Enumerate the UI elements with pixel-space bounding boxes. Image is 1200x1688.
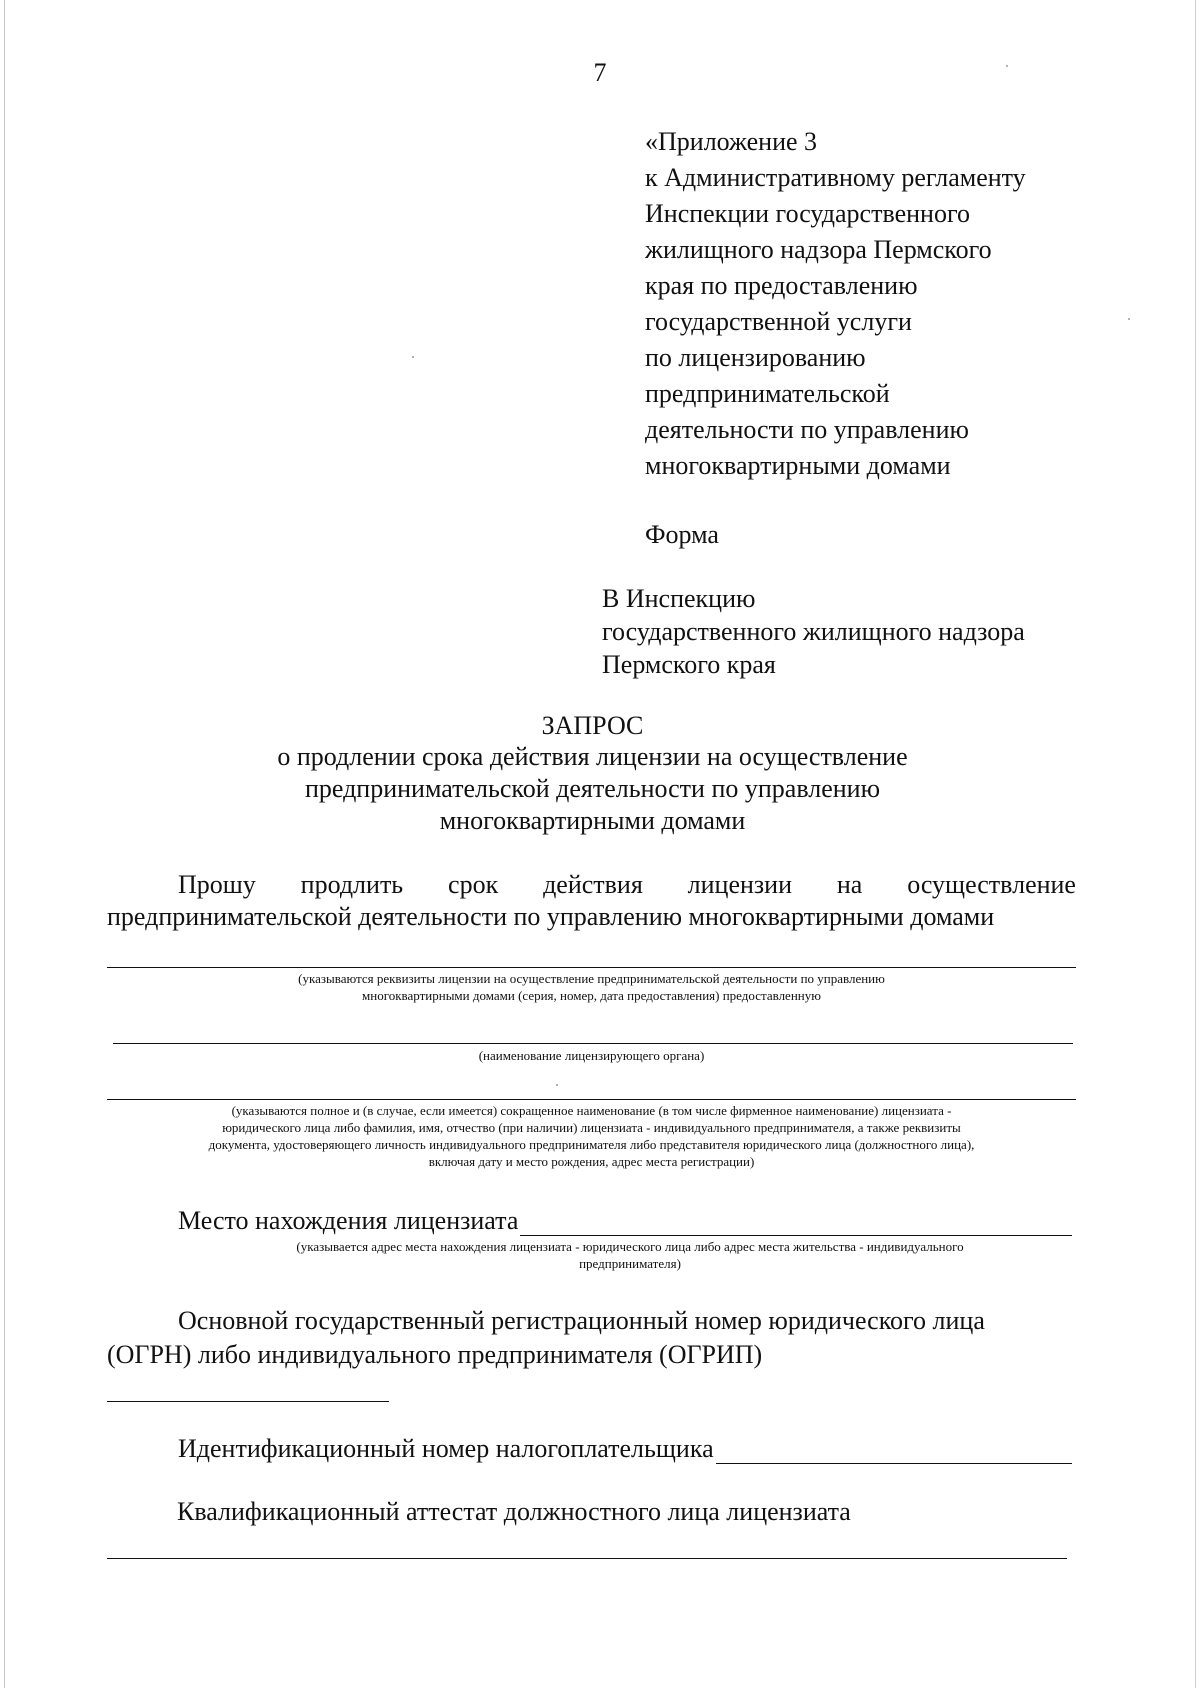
license-details-input-line[interactable] <box>107 967 1076 968</box>
addressee-block <box>602 582 1025 681</box>
appendix-line: многоквартирными домами <box>645 451 951 480</box>
licensing-body-caption <box>107 1047 1076 1064</box>
request-word: лицензии <box>687 870 793 899</box>
request-word: срок <box>448 870 499 899</box>
licensing-body-input-line[interactable] <box>113 1043 1073 1044</box>
scan-speck <box>556 1084 558 1086</box>
caption-line: включая дату и место рождения, адрес места регистрации) <box>428 1154 755 1169</box>
request-word: действия <box>543 870 643 899</box>
caption-line: многоквартирными домами (серия, номер, дата предоставления) предоставленную <box>362 988 821 1003</box>
appendix-line: по лицензированию <box>645 343 866 372</box>
appendix-line: деятельности по управлению <box>645 415 969 444</box>
appendix-header <box>645 124 1026 484</box>
document-title: ЗАПРОС <box>541 711 644 740</box>
appendix-line: края по предоставлению <box>645 271 918 300</box>
ogrn-label <box>107 1304 985 1372</box>
inn-input-line[interactable] <box>716 1439 1072 1464</box>
ogrn-line: (ОГРН) либо индивидуального предпринимателя (ОГРИП) <box>107 1340 763 1369</box>
certificate-input-line[interactable] <box>107 1558 1067 1559</box>
licensee-name-input-line[interactable] <box>107 1099 1076 1100</box>
request-word: продлить <box>300 870 404 899</box>
request-text-line-2: предпринимательской деятельности по управлению многоквартирными домами <box>107 902 995 931</box>
caption-line: документа, удостоверяющего личность индивидуального предпринимателя либо представителя юридического лица (должностного лица), <box>208 1137 975 1152</box>
location-caption <box>200 1238 1060 1272</box>
location-label: Место нахождения лицензиата <box>178 1206 519 1235</box>
caption-line: предпринимателя) <box>579 1256 681 1271</box>
request-text-line-1 <box>178 870 1076 900</box>
location-field <box>178 1206 1072 1236</box>
request-word: на <box>836 870 863 899</box>
subtitle-line: предпринимательской деятельности по управлению <box>304 774 881 803</box>
scan-edge-left <box>4 0 5 1688</box>
document-subtitle <box>0 741 1185 837</box>
request-word: Прошу <box>178 870 256 899</box>
licensee-name-caption <box>107 1102 1076 1170</box>
form-label: Форма <box>645 520 719 549</box>
caption-line: (наименование лицензирующего органа) <box>478 1048 705 1063</box>
scan-speck <box>412 356 414 358</box>
inn-field <box>178 1434 1072 1464</box>
caption-line: (указываются полное и (в случае, если имеется) сокращенное наименование (в том числе фирменное наименование) лицензиата - <box>231 1103 952 1118</box>
page-number: 7 <box>593 58 607 87</box>
caption-line: юридического лица либо фамилия, имя, отчество (при наличии) лицензиата - индивидуального предпринимателя, а также реквизиты <box>222 1120 961 1135</box>
appendix-line: жилищного надзора Пермского <box>645 235 992 264</box>
ogrn-line: Основной государственный регистрационный номер юридического лица <box>178 1306 985 1335</box>
addressee-line: В Инспекцию <box>602 584 756 613</box>
appendix-line: предпринимательской <box>645 379 890 408</box>
appendix-line: к Административному регламенту <box>645 163 1026 192</box>
ogrn-input-line[interactable] <box>107 1401 389 1402</box>
subtitle-line: о продлении срока действия лицензии на осуществление <box>277 742 908 771</box>
request-word: осуществление <box>907 870 1076 899</box>
license-details-caption <box>107 970 1076 1004</box>
location-input-line[interactable] <box>520 1211 1072 1236</box>
caption-line: (указывается адрес места нахождения лицензиата - юридического лица либо адрес места жительства - индивидуального <box>296 1239 964 1254</box>
scan-speck <box>1006 65 1008 67</box>
certificate-label: Квалификационный аттестат должностного лица лицензиата <box>177 1497 851 1526</box>
addressee-line: государственного жилищного надзора <box>602 617 1025 646</box>
inn-label: Идентификационный номер налогоплательщика <box>178 1434 714 1463</box>
caption-line: (указываются реквизиты лицензии на осуществление предпринимательской деятельности по управлению <box>298 971 885 986</box>
scan-speck <box>1128 318 1130 320</box>
scan-edge-right <box>1195 0 1196 1688</box>
appendix-line: «Приложение 3 <box>645 127 818 156</box>
subtitle-line: многоквартирными домами <box>439 806 746 835</box>
appendix-line: Инспекции государственного <box>645 199 970 228</box>
appendix-line: государственной услуги <box>645 307 912 336</box>
addressee-line: Пермского края <box>602 650 776 679</box>
